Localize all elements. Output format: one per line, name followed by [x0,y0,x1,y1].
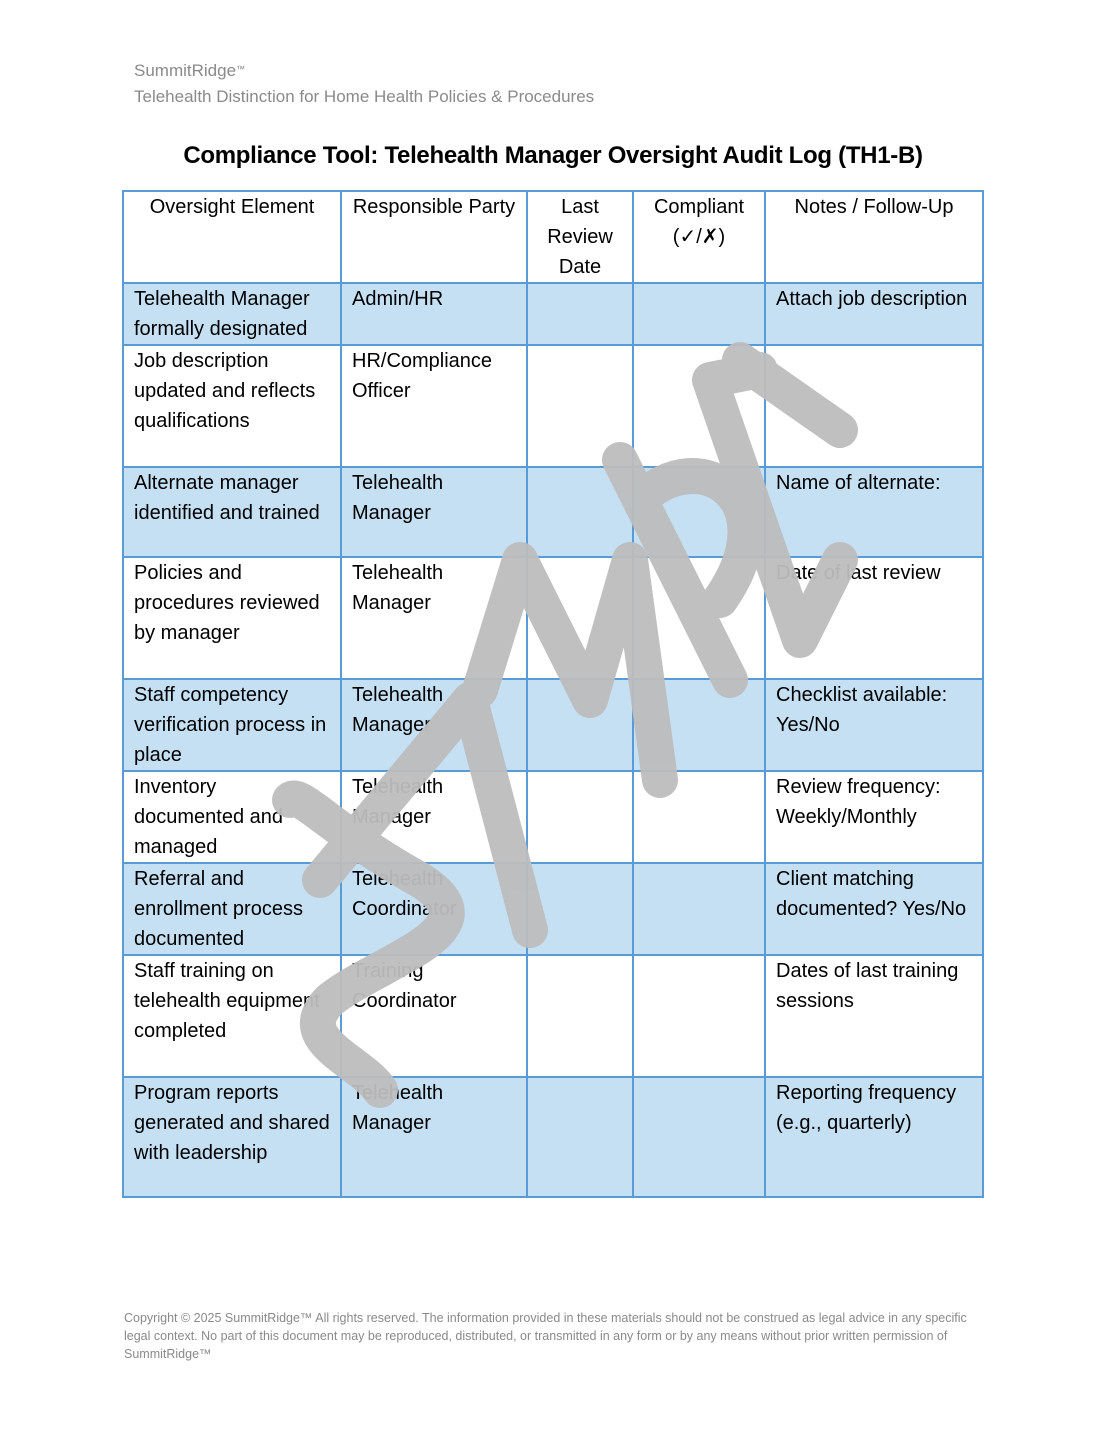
table-header-row [123,191,983,283]
cell-notes[interactable]: Client matching documented? Yes/No [765,863,983,955]
column-header-element: Oversight Element [123,191,341,283]
table-row [123,557,983,679]
cell-compliant[interactable] [633,863,765,955]
table-row [123,467,983,557]
cell-oversight-element: Inventory documented and managed [123,771,341,863]
cell-notes[interactable]: Reporting frequency (e.g., quarterly) [765,1077,983,1197]
cell-compliant[interactable] [633,283,765,345]
table-row [123,679,983,771]
cell-last-review-date[interactable] [527,771,633,863]
cell-notes[interactable]: Review frequency: Weekly/Monthly [765,771,983,863]
cell-responsible-party: HR/Compliance Officer [341,345,527,467]
cell-compliant[interactable] [633,467,765,557]
cell-responsible-party: Telehealth Manager [341,467,527,557]
cell-notes[interactable]: Dates of last training sessions [765,955,983,1077]
cell-oversight-element: Alternate manager identified and trained [123,467,341,557]
cell-responsible-party: Telehealth Manager [341,679,527,771]
cell-responsible-party: Telehealth Manager [341,771,527,863]
cell-oversight-element: Staff training on telehealth equipment completed [123,955,341,1077]
cell-oversight-element: Staff competency verification process in place [123,679,341,771]
cell-last-review-date[interactable] [527,557,633,679]
cell-compliant[interactable] [633,1077,765,1197]
cell-last-review-date[interactable] [527,955,633,1077]
table-row [123,345,983,467]
cell-responsible-party: Telehealth Coordinator [341,863,527,955]
cell-last-review-date[interactable] [527,283,633,345]
table-row [123,771,983,863]
page-title: Compliance Tool: Telehealth Manager Oversight Audit Log (TH1-B) [183,142,923,169]
cell-responsible-party: Admin/HR [341,283,527,345]
cell-notes[interactable] [765,345,983,467]
document-subtitle: Telehealth Distinction for Home Health Policies & Procedures [134,87,595,106]
audit-log-table [122,190,984,1198]
document-header [134,58,594,110]
cell-responsible-party: Training Coordinator [341,955,527,1077]
table-row [123,283,983,345]
cell-compliant[interactable] [633,345,765,467]
brand-name: SummitRidge™ [134,61,246,80]
cell-notes[interactable]: Checklist available: Yes/No [765,679,983,771]
cell-oversight-element: Policies and procedures reviewed by manager [123,557,341,679]
copyright-footer: Copyright © 2025 SummitRidge™ All rights reserved. The information provided in these materials should not be construed as legal advice in any specific legal context. No part of this document may be reproduced, distributed, or transmitted in any form or by any means without prior written permission of SummitRidge™ [124,1311,967,1361]
column-header-party: Responsible Party [341,191,527,283]
cell-compliant[interactable] [633,771,765,863]
cell-oversight-element: Telehealth Manager formally designated [123,283,341,345]
cell-compliant[interactable] [633,679,765,771]
cell-responsible-party: Telehealth Manager [341,1077,527,1197]
cell-oversight-element: Job description updated and reflects qualifications [123,345,341,467]
cell-last-review-date[interactable] [527,467,633,557]
table-row [123,1077,983,1197]
column-header-compliant: Compliant (✓/✗) [633,191,765,283]
cell-last-review-date[interactable] [527,863,633,955]
cell-notes[interactable]: Attach job description [765,283,983,345]
cell-last-review-date[interactable] [527,345,633,467]
cell-last-review-date[interactable] [527,679,633,771]
cell-oversight-element: Program reports generated and shared with leadership [123,1077,341,1197]
cell-notes[interactable]: Date of last review [765,557,983,679]
trademark-mark: ™ [236,64,246,74]
cell-responsible-party: Telehealth Manager [341,557,527,679]
column-header-date: Last Review Date [527,191,633,283]
cell-compliant[interactable] [633,955,765,1077]
cell-last-review-date[interactable] [527,1077,633,1197]
table-row [123,955,983,1077]
cell-compliant[interactable] [633,557,765,679]
cell-notes[interactable]: Name of alternate: [765,467,983,557]
table-row [123,863,983,955]
cell-oversight-element: Referral and enrollment process documented [123,863,341,955]
column-header-notes: Notes / Follow-Up [765,191,983,283]
